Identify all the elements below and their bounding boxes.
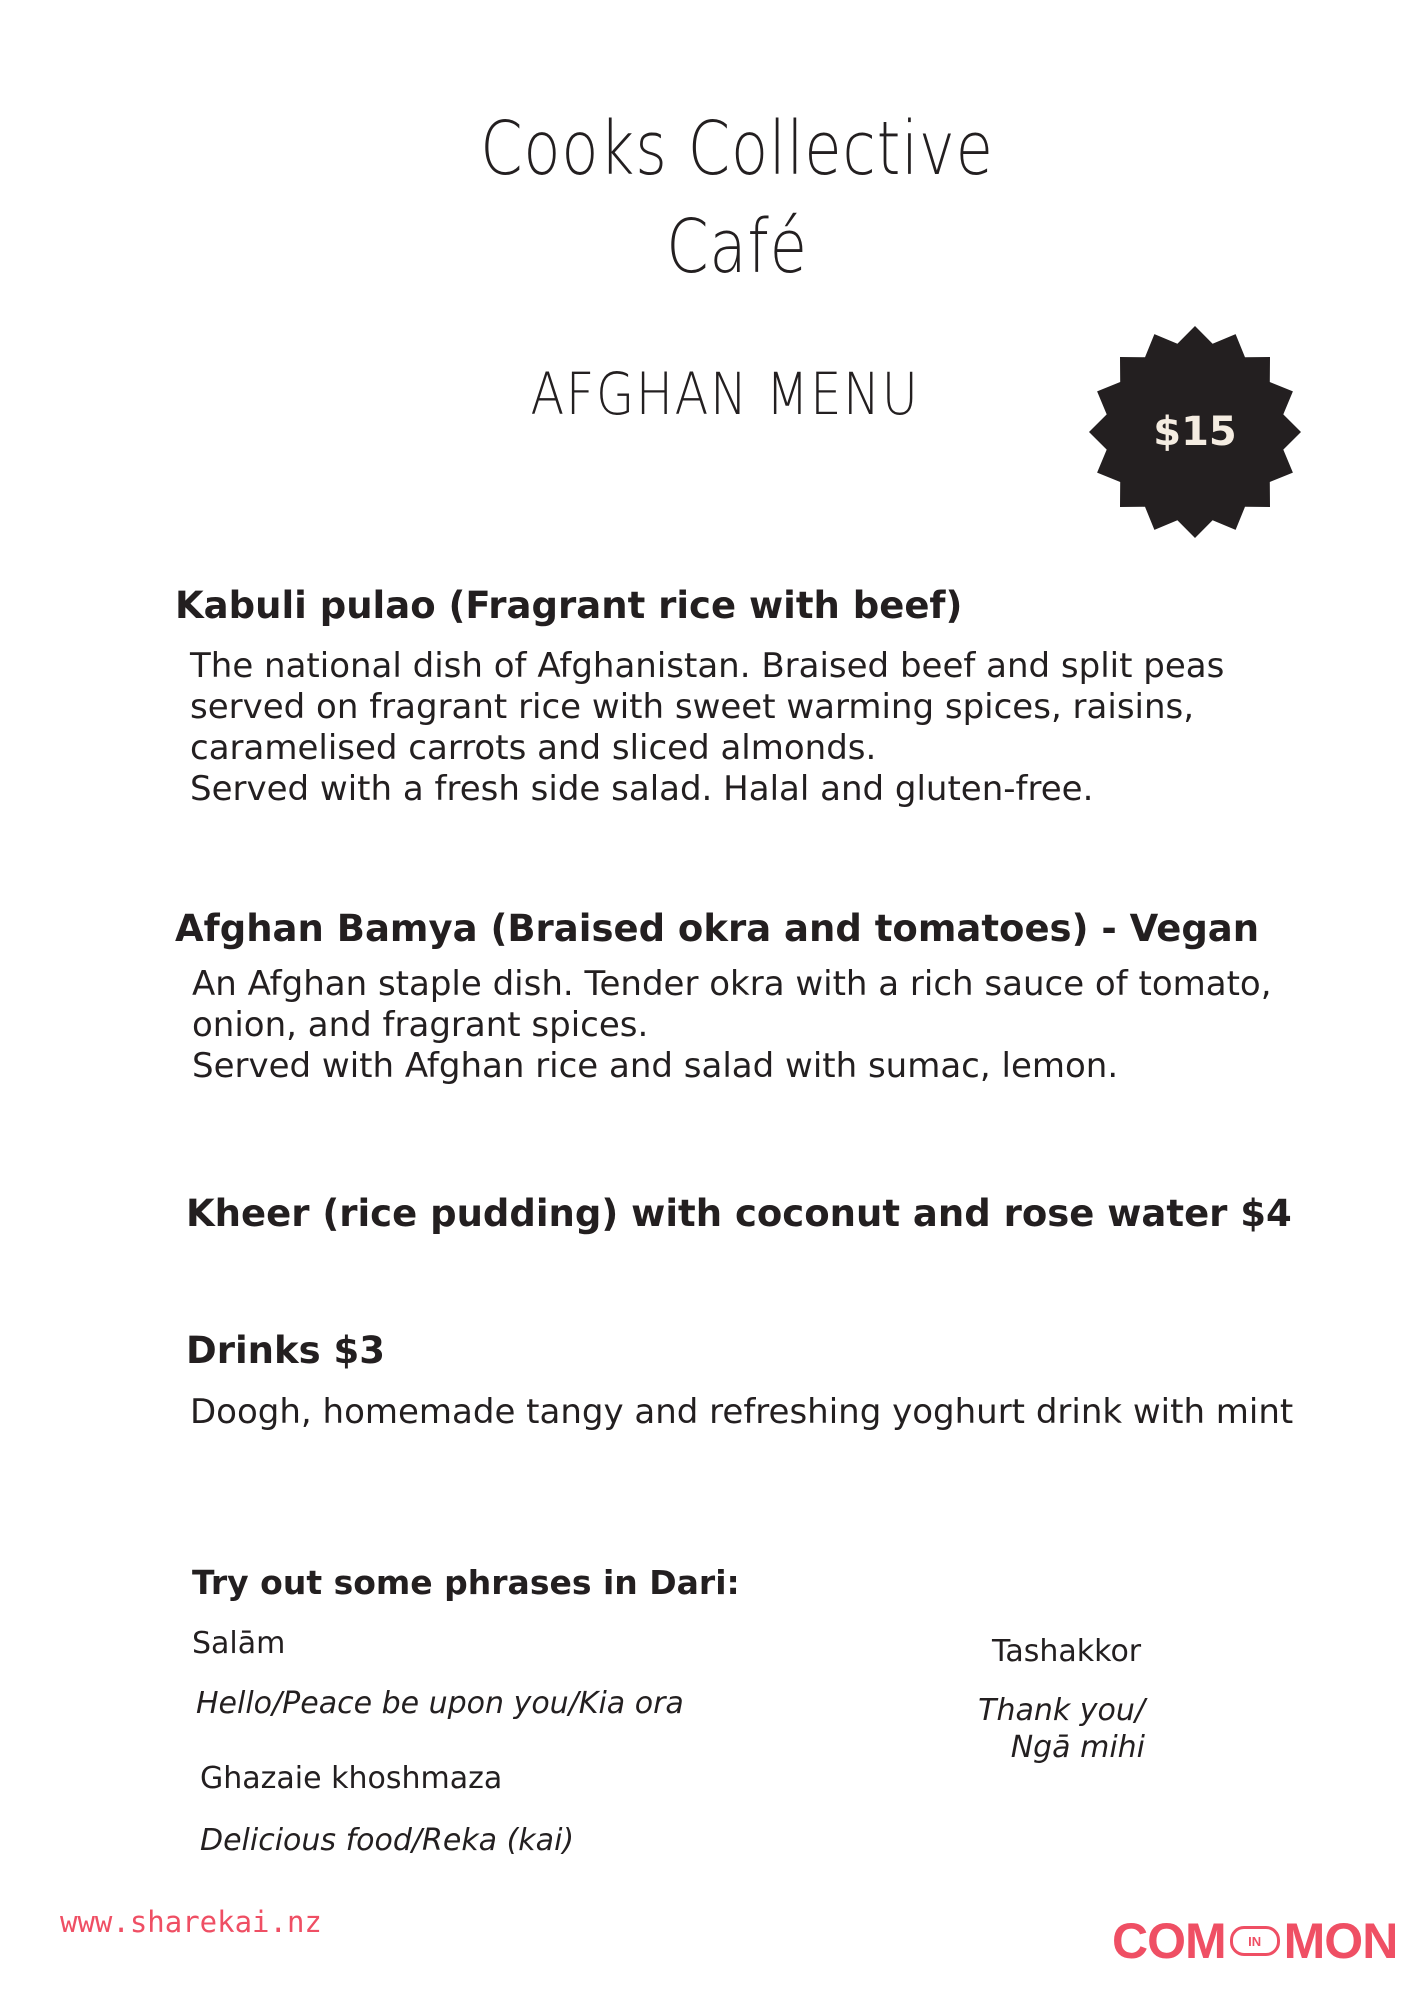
page-title: Cooks Collective — [480, 106, 994, 192]
logo-text-right: MON — [1283, 1913, 1398, 1969]
logo-in-pill: IN — [1230, 1926, 1280, 1956]
phrase-dari: Ghazaie khoshmaza — [200, 1761, 503, 1796]
menu-item-description — [190, 646, 1224, 810]
phrase-meaning: Hello/Peace be upon you/Kia ora — [196, 1686, 684, 1721]
description-line: The national dish of Afghanistan. Braised beef and split peas — [190, 646, 1225, 686]
menu-item-description — [192, 964, 1272, 1087]
description-line: Doogh, homemade tangy and refreshing yoghurt drink with mint — [190, 1392, 1294, 1432]
phrase-meaning — [965, 1692, 1145, 1766]
menu-item-heading: Kheer (rice pudding) with coconut and rose water $4 — [186, 1192, 1292, 1235]
menu-subtitle: AFGHAN MENU — [530, 360, 920, 428]
logo-text-left: COM — [1112, 1913, 1226, 1969]
menu-item-heading: Afghan Bamya (Braised okra and tomatoes) - Vegan — [175, 907, 1260, 950]
description-line: Served with Afghan rice and salad with sumac, lemon. — [192, 1046, 1119, 1086]
description-line: served on fragrant rice with sweet warming spices, raisins, — [190, 687, 1195, 727]
phrase-meaning-line: Ngā mihi — [1010, 1730, 1145, 1765]
phrase-meaning-line: Thank you/ — [978, 1693, 1145, 1728]
phrases-title: Try out some phrases in Dari: — [192, 1563, 740, 1602]
description-line: Served with a fresh side salad. Halal and gluten-free. — [190, 769, 1094, 809]
description-line: caramelised carrots and sliced almonds. — [190, 728, 877, 768]
menu-item-heading: Drinks $3 — [186, 1329, 385, 1372]
description-line: onion, and fragrant spices. — [192, 1005, 649, 1045]
website-link[interactable]: www.sharekai.nz — [60, 1905, 322, 1939]
menu-item-heading: Kabuli pulao (Fragrant rice with beef) — [175, 584, 963, 627]
common-logo — [1112, 1912, 1397, 1970]
page-title-line2: Café — [666, 204, 808, 290]
phrase-dari: Salām — [192, 1626, 286, 1661]
price-badge-label: $15 — [1153, 409, 1237, 455]
description-line: An Afghan staple dish. Tender okra with a rich sauce of tomato, — [192, 964, 1272, 1004]
phrase-dari: Tashakkor — [992, 1634, 1142, 1669]
phrase-meaning: Delicious food/Reka (kai) — [200, 1823, 575, 1858]
menu-item-description — [190, 1392, 1293, 1433]
